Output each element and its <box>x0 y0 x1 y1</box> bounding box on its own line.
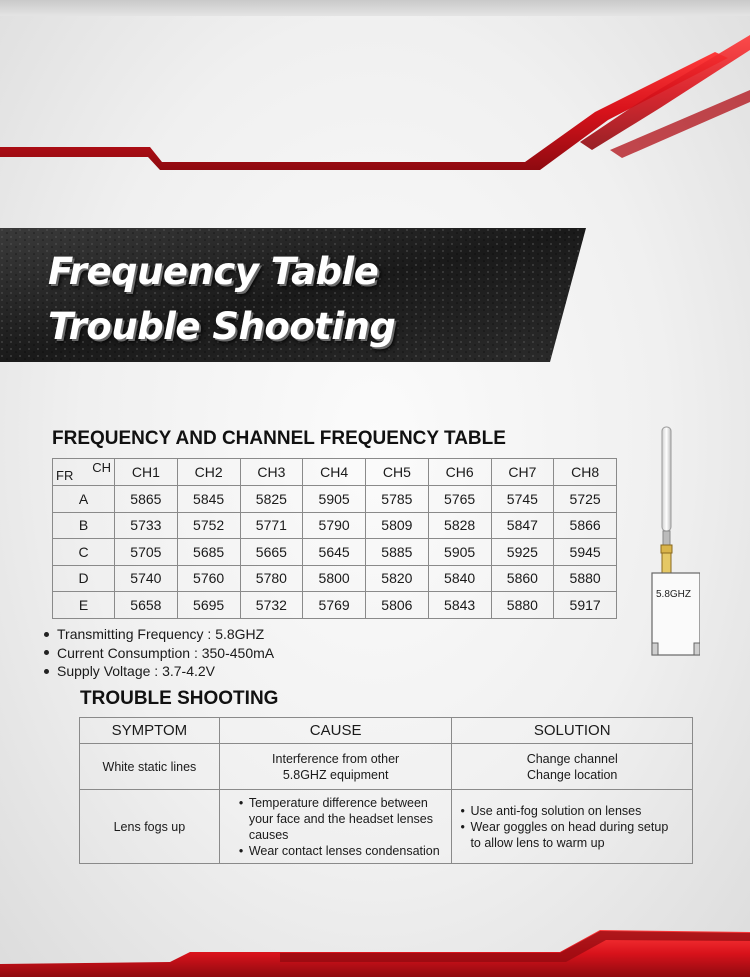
frequency-cell: 5885 <box>366 539 429 566</box>
list-item <box>44 662 274 681</box>
channel-header: CH1 <box>115 459 178 486</box>
frequency-cell: 5905 <box>428 539 491 566</box>
frequency-cell: 5866 <box>554 512 617 539</box>
symptom-cell: Lens fogs up <box>80 790 220 864</box>
frequency-cell: 5745 <box>491 486 554 513</box>
frequency-cell: 5800 <box>303 565 366 592</box>
frequency-cell: 5840 <box>428 565 491 592</box>
cause-line: your face and the headset lenses <box>248 811 433 826</box>
cause-line: causes <box>248 827 289 842</box>
table-row <box>53 512 617 539</box>
channel-header: CH5 <box>366 459 429 486</box>
table-row <box>80 790 693 864</box>
solution-line: to allow lens to warm up <box>470 835 605 850</box>
frequency-cell: 5860 <box>491 565 554 592</box>
frequency-cell: 5645 <box>303 539 366 566</box>
solution-header: SOLUTION <box>452 718 693 744</box>
frequency-cell: 5845 <box>177 486 240 513</box>
trouble-shooting-table <box>79 717 693 864</box>
frequency-cell: 5725 <box>554 486 617 513</box>
channel-header: CH8 <box>554 459 617 486</box>
frequency-cell: 5740 <box>115 565 178 592</box>
frequency-table <box>52 458 617 619</box>
cause-line: Interference from other <box>272 751 400 766</box>
banner-line-1: Frequency Table <box>48 250 379 293</box>
frequency-header-row <box>53 459 617 486</box>
frequency-cell: 5880 <box>554 565 617 592</box>
solution-line: • Wear goggles on head during setup <box>470 819 669 834</box>
frequency-cell: 5695 <box>177 592 240 619</box>
table-row <box>53 486 617 513</box>
band-label: A <box>53 486 115 513</box>
channel-header: CH3 <box>240 459 303 486</box>
symptom-cell: White static lines <box>80 744 220 790</box>
banner-title <box>48 244 395 354</box>
cause-list <box>237 795 452 859</box>
cause-cell <box>219 744 452 790</box>
frequency-cell: 5752 <box>177 512 240 539</box>
banner-line-2: Trouble Shooting <box>48 305 396 348</box>
frequency-cell: 5785 <box>366 486 429 513</box>
bullet-icon <box>44 650 49 655</box>
frequency-cell: 5809 <box>366 512 429 539</box>
channel-header: CH2 <box>177 459 240 486</box>
table-row <box>53 539 617 566</box>
table-row <box>53 565 617 592</box>
frequency-cell: 5760 <box>177 565 240 592</box>
frequency-cell: 5685 <box>177 539 240 566</box>
frequency-cell: 5780 <box>240 565 303 592</box>
list-item: • Use anti-fog solution on lenses <box>458 803 692 819</box>
band-label: C <box>53 539 115 566</box>
frequency-cell: 5905 <box>303 486 366 513</box>
frequency-cell: 5925 <box>491 539 554 566</box>
trouble-shooting-title: TROUBLE SHOOTING <box>80 688 279 709</box>
frequency-cell: 5769 <box>303 592 366 619</box>
band-label: D <box>53 565 115 592</box>
frequency-cell: 5733 <box>115 512 178 539</box>
corner-ch-label: CH <box>92 460 111 475</box>
transmitter-label: 5.8GHZ <box>656 589 692 600</box>
frequency-cell: 5917 <box>554 592 617 619</box>
channel-header: CH7 <box>491 459 554 486</box>
cause-header: CAUSE <box>219 718 452 744</box>
list-item: • Wear contact lenses condensation <box>237 843 452 859</box>
solution-line: Change channel <box>526 751 618 766</box>
list-item <box>44 644 274 663</box>
table-row <box>53 592 617 619</box>
spec-text: Supply Voltage : 3.7-4.2V <box>57 663 215 679</box>
spec-text: Current Consumption : 350-450mA <box>57 644 275 661</box>
frequency-cell: 5705 <box>115 539 178 566</box>
transmitter-antenna-illustration <box>636 425 700 659</box>
frequency-cell: 5771 <box>240 512 303 539</box>
solution-cell <box>452 744 693 790</box>
solution-list <box>458 803 692 851</box>
frequency-cell: 5790 <box>303 512 366 539</box>
frequency-cell: 5806 <box>366 592 429 619</box>
cause-line: • Temperature difference between <box>248 795 428 810</box>
trouble-header-row <box>80 718 693 744</box>
solution-line: Change location <box>527 767 618 782</box>
frequency-cell: 5765 <box>428 486 491 513</box>
frequency-table-title: FREQUENCY AND CHANNEL FREQUENCY TABLE <box>52 428 506 449</box>
band-label: E <box>53 592 115 619</box>
frequency-cell: 5658 <box>115 592 178 619</box>
frequency-cell: 5880 <box>491 592 554 619</box>
channel-header: CH4 <box>303 459 366 486</box>
symptom-header: SYMPTOM <box>80 718 220 744</box>
frequency-cell: 5843 <box>428 592 491 619</box>
specifications-list <box>44 625 274 681</box>
frequency-cell: 5820 <box>366 565 429 592</box>
bullet-icon <box>44 669 49 674</box>
frequency-cell: 5825 <box>240 486 303 513</box>
frequency-cell: 5847 <box>491 512 554 539</box>
channel-header: CH6 <box>428 459 491 486</box>
cause-line: 5.8GHZ equipment <box>282 767 389 782</box>
list-item <box>458 819 692 851</box>
solution-cell <box>452 790 693 864</box>
table-row <box>80 744 693 790</box>
frequency-cell: 5665 <box>240 539 303 566</box>
list-item <box>237 795 452 843</box>
frequency-cell: 5828 <box>428 512 491 539</box>
corner-cell <box>53 459 115 486</box>
list-item <box>44 625 274 644</box>
frequency-cell: 5945 <box>554 539 617 566</box>
frequency-cell: 5865 <box>115 486 178 513</box>
spec-text: Transmitting Frequency : 5.8GHZ <box>57 626 265 642</box>
band-label: B <box>53 512 115 539</box>
bullet-icon <box>44 632 49 637</box>
corner-fr-label: FR <box>56 468 74 483</box>
cause-cell <box>219 790 452 864</box>
frequency-cell: 5732 <box>240 592 303 619</box>
